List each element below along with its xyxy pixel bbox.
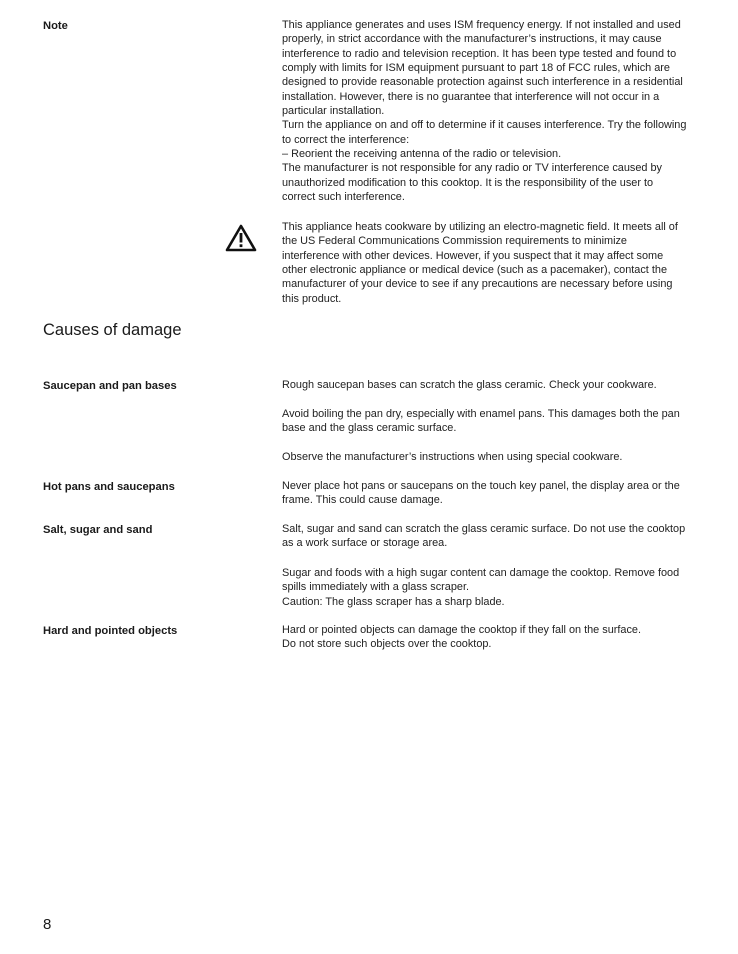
note-line: The manufacturer is not responsible for any radio or TV interference caused by: [282, 162, 662, 175]
warning-line: this product.: [282, 292, 342, 305]
warning-line: This appliance heats cookware by utilizing an electro-magnetic field. It meets all of: [282, 221, 678, 233]
saucepan-label: Saucepan and pan bases: [43, 380, 177, 392]
warning-text: [282, 220, 722, 306]
saucepan-text-1: [282, 378, 722, 392]
warning-line: the US Federal Communications Commission requirements to minimize: [282, 235, 627, 248]
hard-objects-label: Hard and pointed objects: [43, 625, 178, 637]
warning-line: manufacturer of your device to see if any precautions are necessary before using: [282, 278, 673, 291]
note-line: Turn the appliance on and off to determine if it causes interference. Try the following: [282, 119, 687, 132]
saucepan-line: Rough saucepan bases can scratch the glass ceramic. Check your cookware.: [282, 379, 657, 391]
saucepan-text-2: [282, 407, 722, 436]
salt-line: Caution: The glass scraper has a sharp blade.: [282, 595, 505, 608]
note-line: – Reorient the receiving antenna of the radio or television.: [282, 148, 562, 161]
saucepan-line: Avoid boiling the pan dry, especially with enamel pans. This damages both the pan: [282, 408, 680, 420]
note-line: correct such interference.: [282, 191, 405, 204]
note-line: designed to provide reasonable protection against such interference in a residential: [282, 76, 683, 89]
hard-line: Hard or pointed objects can damage the cooktop if they fall on the surface.: [282, 624, 642, 636]
salt-line: Salt, sugar and sand can scratch the glass ceramic surface. Do not use the cooktop: [282, 523, 686, 535]
hot-pans-line: Never place hot pans or saucepans on the touch key panel, the display area or the: [282, 480, 680, 492]
note-line: properly, in strict accordance with the manufacturer’s instructions, it may cause: [282, 33, 662, 46]
note-line: installation. However, there is no guarantee that interference will not occur in a: [282, 90, 660, 103]
salt-line: spills immediately with a glass scraper.: [282, 581, 470, 594]
salt-sugar-text-2: [282, 566, 722, 609]
section-heading: Causes of damage: [43, 321, 182, 339]
note-line: unauthorized modification to this cooktop. It is the responsibility of the user to: [282, 176, 654, 189]
note-line: particular installation.: [282, 105, 385, 118]
hard-line: Do not store such objects over the cooktop.: [282, 638, 492, 651]
hot-pans-line: frame. This could cause damage.: [282, 494, 443, 507]
warning-line: other electronic appliance or medical device (such as a pacemaker), contact the: [282, 264, 668, 277]
note-line: This appliance generates and uses ISM frequency energy. If not installed and used: [282, 19, 681, 31]
saucepan-text-3: [282, 450, 722, 464]
note-line: interference to radio and television reception. It has been type tested and found to: [282, 47, 677, 60]
page-number: 8: [43, 916, 52, 933]
note-line: to correct the interference:: [282, 133, 410, 146]
note-label: Note: [43, 20, 68, 32]
salt-sugar-text-1: [282, 522, 722, 551]
note-line: comply with limits for ISM equipment pursuant to part 18 of FCC rules, which are: [282, 62, 670, 75]
warning-line: interference with other devices. However, if you suspect that it may affect some: [282, 249, 664, 262]
hard-objects-text: [282, 623, 722, 652]
saucepan-line: Observe the manufacturer’s instructions when using special cookware.: [282, 451, 623, 463]
hot-pans-label: Hot pans and saucepans: [43, 481, 175, 493]
salt-sugar-label: Salt, sugar and sand: [43, 524, 153, 536]
note-text: [282, 18, 722, 204]
salt-line: Sugar and foods with a high sugar content can damage the cooktop. Remove food: [282, 567, 680, 579]
hot-pans-text: [282, 479, 722, 508]
salt-line: as a work surface or storage area.: [282, 537, 448, 550]
warning-triangle-icon: [225, 224, 257, 252]
saucepan-line: base and the glass ceramic surface.: [282, 422, 457, 435]
